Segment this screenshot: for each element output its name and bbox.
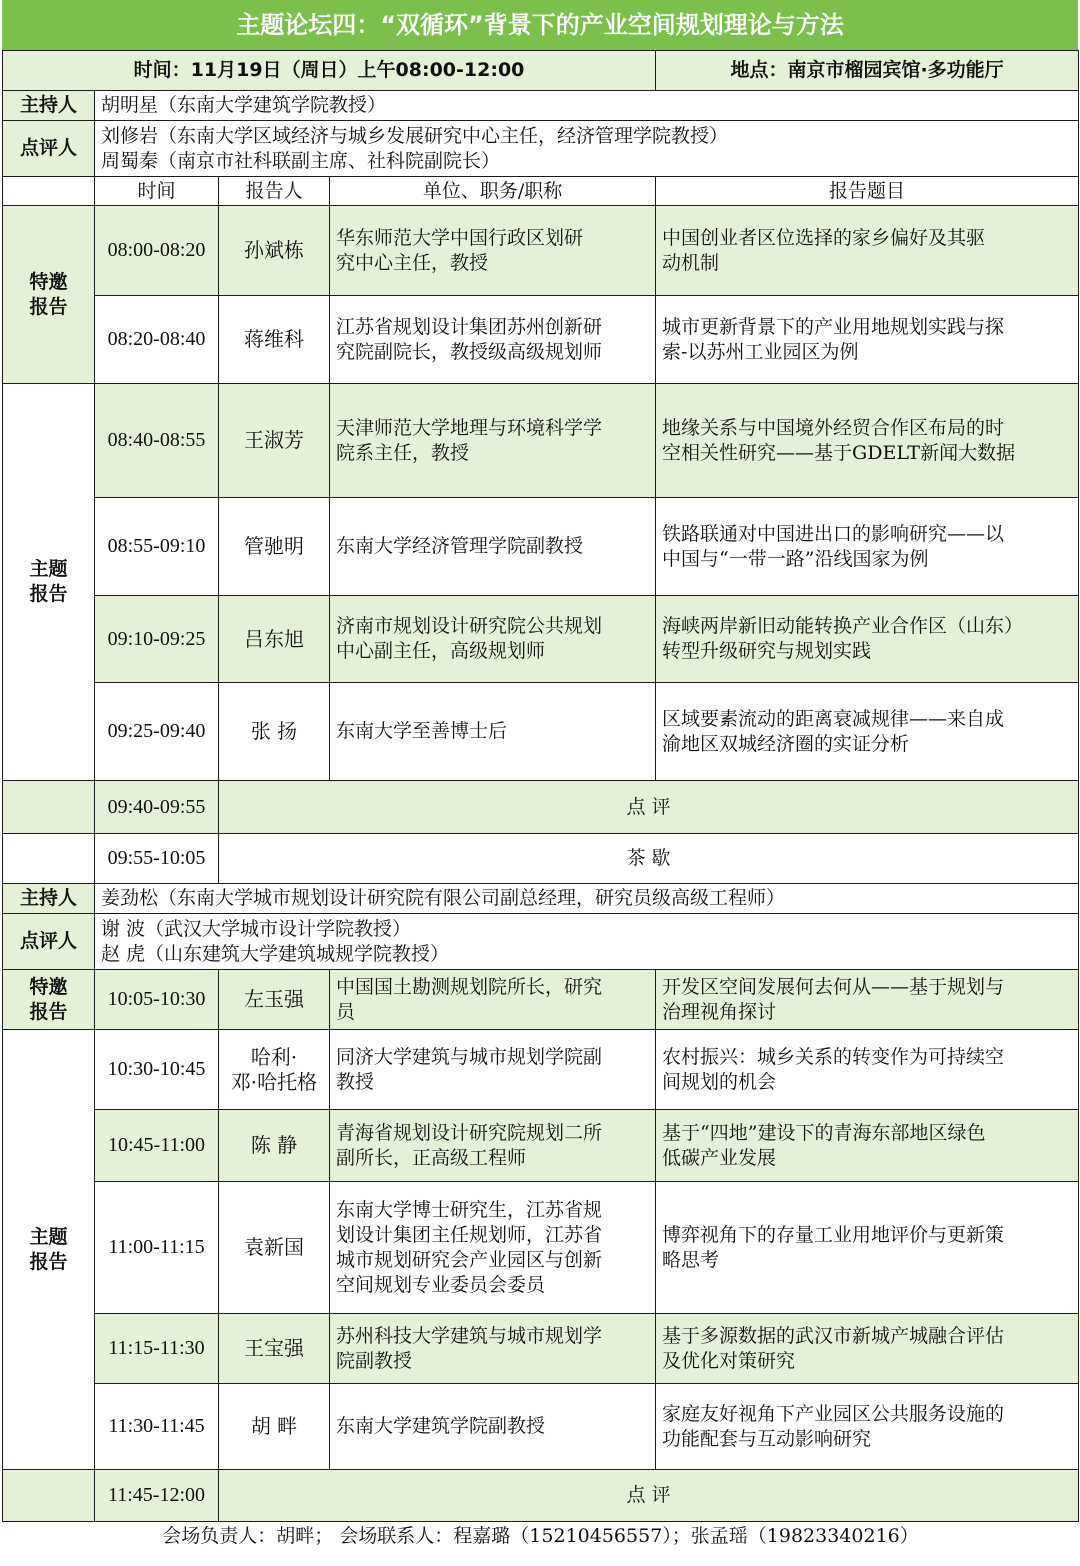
table-row bbox=[3, 1314, 1079, 1384]
row-time: 11:00-11:15 bbox=[95, 1182, 219, 1314]
row-speaker: 王淑芳 bbox=[219, 384, 330, 498]
break-row bbox=[3, 781, 1079, 834]
theme-label: 主题 报告 bbox=[3, 384, 95, 781]
row-topic: 博弈视角下的存量工业用地评价与更新策 略思考 bbox=[656, 1182, 1079, 1314]
host-name: 姜劲松（东南大学城市规划设计研究院有限公司副总经理，研究员级高级工程师） bbox=[95, 884, 1079, 914]
host-row-2 bbox=[3, 884, 1079, 914]
row-topic: 海峡两岸新旧动能转换产业合作区（山东） 转型升级研究与规划实践 bbox=[656, 596, 1079, 683]
table-row bbox=[3, 970, 1079, 1030]
row-time: 10:30-10:45 bbox=[95, 1030, 219, 1110]
row-speaker: 蒋维科 bbox=[219, 296, 330, 384]
table-row bbox=[3, 683, 1079, 781]
table-row bbox=[3, 498, 1079, 596]
break-time: 11:45-12:00 bbox=[95, 1470, 219, 1522]
break-label: 点 评 bbox=[219, 1470, 1079, 1522]
row-time: 08:40-08:55 bbox=[95, 384, 219, 498]
col-topic: 报告题目 bbox=[656, 177, 1079, 206]
break-blank bbox=[3, 834, 95, 884]
reviewer-1: 谢 波（武汉大学城市设计学院教授） bbox=[101, 917, 412, 940]
break-row bbox=[3, 1470, 1079, 1522]
row-topic: 铁路联通对中国进出口的影响研究——以 中国与“一带一路”沿线国家为例 bbox=[656, 498, 1079, 596]
row-affiliation: 东南大学建筑学院副教授 bbox=[330, 1384, 656, 1470]
row-time: 08:00-08:20 bbox=[95, 206, 219, 296]
table-row bbox=[3, 384, 1079, 498]
row-topic: 基于多源数据的武汉市新城产城融合评估 及优化对策研究 bbox=[656, 1314, 1079, 1384]
column-header-row bbox=[3, 177, 1079, 206]
footer-row bbox=[3, 1522, 1079, 1552]
row-topic: 区域要素流动的距离衰减规律——来自成 渝地区双城经济圈的实证分析 bbox=[656, 683, 1079, 781]
row-speaker: 吕东旭 bbox=[219, 596, 330, 683]
reviewer-row-2 bbox=[3, 914, 1079, 970]
row-affiliation: 东南大学经济管理学院副教授 bbox=[330, 498, 656, 596]
header-blank bbox=[3, 177, 95, 206]
col-affiliation: 单位、职务/职称 bbox=[330, 177, 656, 206]
table-row bbox=[3, 1384, 1079, 1470]
row-speaker: 陈 静 bbox=[219, 1110, 330, 1182]
table-row bbox=[3, 596, 1079, 683]
contact-footer: 会场负责人：胡畔； 会场联系人：程嘉璐（15210456557）；张孟瑶（19823340216） bbox=[162, 1525, 919, 1548]
reviewer-list bbox=[95, 121, 1079, 177]
info-row bbox=[3, 51, 1079, 91]
reviewer-label: 点评人 bbox=[3, 121, 95, 177]
row-topic: 开发区空间发展何去何从——基于规划与 治理视角探讨 bbox=[656, 970, 1079, 1030]
row-topic: 家庭友好视角下产业园区公共服务设施的 功能配套与互动影响研究 bbox=[656, 1384, 1079, 1470]
col-time: 时间 bbox=[95, 177, 219, 206]
row-affiliation: 天津师范大学地理与环境科学学 院系主任，教授 bbox=[330, 384, 656, 498]
host-label: 主持人 bbox=[3, 884, 95, 914]
row-speaker: 袁新国 bbox=[219, 1182, 330, 1314]
row-affiliation: 济南市规划设计研究院公共规划 中心副主任，高级规划师 bbox=[330, 596, 656, 683]
row-affiliation: 中国国土勘测规划院所长，研究 员 bbox=[330, 970, 656, 1030]
table-row bbox=[3, 1030, 1079, 1110]
forum-title: 主题论坛四：“双循环”背景下的产业空间规划理论与方法 bbox=[2, 0, 1078, 50]
reviewer-2: 周蜀秦（南京市社科联副主席、社科院副院长） bbox=[101, 149, 501, 172]
row-time: 08:55-09:10 bbox=[95, 498, 219, 596]
schedule-table bbox=[2, 50, 1079, 1552]
row-affiliation: 苏州科技大学建筑与城市规划学 院副教授 bbox=[330, 1314, 656, 1384]
break-time: 09:40-09:55 bbox=[95, 781, 219, 834]
theme-label: 主题 报告 bbox=[3, 1030, 95, 1470]
host-label: 主持人 bbox=[3, 91, 95, 121]
invited-label: 特邀 报告 bbox=[3, 206, 95, 384]
row-time: 09:25-09:40 bbox=[95, 683, 219, 781]
row-time: 11:15-11:30 bbox=[95, 1314, 219, 1384]
host-row-1 bbox=[3, 91, 1079, 121]
row-affiliation: 江苏省规划设计集团苏州创新研 究院副院长，教授级高级规划师 bbox=[330, 296, 656, 384]
row-speaker: 张 扬 bbox=[219, 683, 330, 781]
invited-label: 特邀 报告 bbox=[3, 970, 95, 1030]
reviewer-2: 赵 虎（山东建筑大学建筑城规学院教授） bbox=[101, 942, 450, 965]
table-row bbox=[3, 206, 1079, 296]
row-affiliation: 东南大学至善博士后 bbox=[330, 683, 656, 781]
row-time: 08:20-08:40 bbox=[95, 296, 219, 384]
col-speaker: 报告人 bbox=[219, 177, 330, 206]
row-speaker: 哈利· 邓·哈托格 bbox=[219, 1030, 330, 1110]
break-label: 点 评 bbox=[219, 781, 1079, 834]
break-time: 09:55-10:05 bbox=[95, 834, 219, 884]
break-label: 茶 歇 bbox=[219, 834, 1079, 884]
table-row bbox=[3, 1110, 1079, 1182]
reviewer-1: 刘修岩（东南大学区域经济与城乡发展研究中心主任，经济管理学院教授） bbox=[101, 124, 729, 147]
row-topic: 城市更新背景下的产业用地规划实践与探 索-以苏州工业园区为例 bbox=[656, 296, 1079, 384]
row-time: 10:05-10:30 bbox=[95, 970, 219, 1030]
row-speaker: 管驰明 bbox=[219, 498, 330, 596]
row-topic: 基于“四地”建设下的青海东部地区绿色 低碳产业发展 bbox=[656, 1110, 1079, 1182]
row-topic: 中国创业者区位选择的家乡偏好及其驱 动机制 bbox=[656, 206, 1079, 296]
table-row bbox=[3, 296, 1079, 384]
row-affiliation: 同济大学建筑与城市规划学院副 教授 bbox=[330, 1030, 656, 1110]
break-row bbox=[3, 834, 1079, 884]
reviewer-row-1 bbox=[3, 121, 1079, 177]
break-blank bbox=[3, 781, 95, 834]
row-affiliation: 华东师范大学中国行政区划研 究中心主任，教授 bbox=[330, 206, 656, 296]
row-speaker: 王宝强 bbox=[219, 1314, 330, 1384]
row-affiliation: 东南大学博士研究生，江苏省规 划设计集团主任规划师，江苏省 城市规划研究会产业园区与创新 空间规划专业委员会委员 bbox=[330, 1182, 656, 1314]
row-topic: 地缘关系与中国境外经贸合作区布局的时 空相关性研究——基于GDELT新闻大数据 bbox=[656, 384, 1079, 498]
row-speaker: 胡 畔 bbox=[219, 1384, 330, 1470]
row-affiliation: 青海省规划设计研究院规划二所 副所长，正高级工程师 bbox=[330, 1110, 656, 1182]
row-time: 11:30-11:45 bbox=[95, 1384, 219, 1470]
reviewer-label: 点评人 bbox=[3, 914, 95, 970]
row-speaker: 左玉强 bbox=[219, 970, 330, 1030]
break-blank bbox=[3, 1470, 95, 1522]
forum-place: 地点：南京市榴园宾馆·多功能厅 bbox=[656, 51, 1079, 91]
table-row bbox=[3, 1182, 1079, 1314]
row-time: 10:45-11:00 bbox=[95, 1110, 219, 1182]
host-name: 胡明星（东南大学建筑学院教授） bbox=[95, 91, 1079, 121]
row-speaker: 孙斌栋 bbox=[219, 206, 330, 296]
forum-time: 时间：11月19日（周日）上午08:00-12:00 bbox=[3, 51, 656, 91]
row-topic: 农村振兴：城乡关系的转变作为可持续空 间规划的机会 bbox=[656, 1030, 1079, 1110]
reviewer-list bbox=[95, 914, 1079, 970]
row-time: 09:10-09:25 bbox=[95, 596, 219, 683]
